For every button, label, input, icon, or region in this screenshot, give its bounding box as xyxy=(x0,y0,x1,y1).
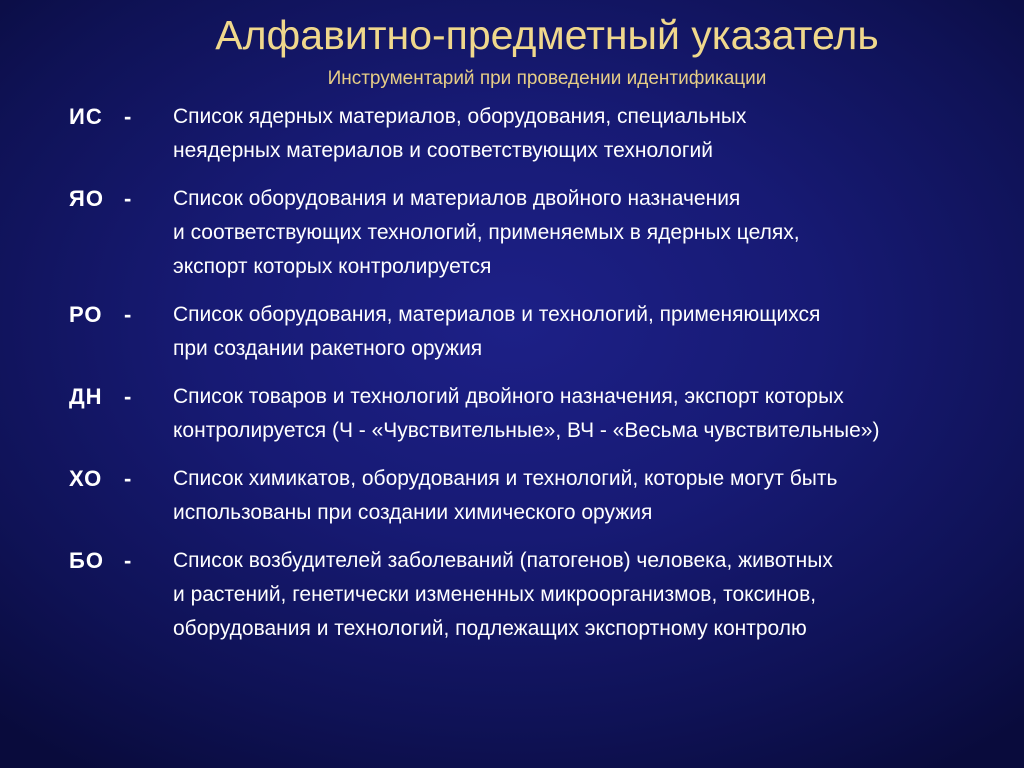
index-entry-ro xyxy=(0,298,1024,366)
entry-line: Список оборудования, материалов и технологий, применяющихся xyxy=(173,303,821,326)
index-list xyxy=(0,100,1024,660)
entry-line: Список товаров и технологий двойного назначения, экспорт которых xyxy=(173,385,844,408)
entry-description xyxy=(173,100,993,168)
entry-description xyxy=(173,380,993,448)
entry-dash: - xyxy=(124,186,132,211)
slide-subtitle: Инструментарий при проведении идентификации xyxy=(327,68,767,89)
entry-line: Список химикатов, оборудования и технологий, которые могут быть xyxy=(173,467,838,490)
entry-code: ХО xyxy=(69,466,103,491)
entry-line: контролируется (Ч - «Чувствительные», ВЧ - «Весьма чувствительные») xyxy=(173,419,880,442)
index-entry-kho xyxy=(0,462,1024,530)
entry-code: РО xyxy=(69,302,103,327)
entry-dash: - xyxy=(124,302,132,327)
entry-description xyxy=(173,544,993,646)
entry-line: Список возбудителей заболеваний (патогенов) человека, животных xyxy=(173,549,833,572)
entry-dash: - xyxy=(124,384,132,409)
entry-dash: - xyxy=(124,548,132,573)
entry-code: ДН xyxy=(69,384,103,409)
entry-code: ИС xyxy=(69,104,103,129)
entry-dash: - xyxy=(124,466,132,491)
entry-description xyxy=(173,298,993,366)
entry-code: ЯО xyxy=(69,186,104,211)
entry-line: при создании ракетного оружия xyxy=(173,337,483,360)
index-entry-dn xyxy=(0,380,1024,448)
entry-line: и соответствующих технологий, применяемых в ядерных целях, xyxy=(173,221,800,244)
index-entry-is xyxy=(0,100,1024,168)
entry-description xyxy=(173,182,993,284)
entry-dash: - xyxy=(124,104,132,129)
entry-code: БО xyxy=(69,548,104,573)
slide-title: Алфавитно-предметный указатель xyxy=(215,12,879,58)
index-entry-bo xyxy=(0,544,1024,646)
index-entry-yao xyxy=(0,182,1024,284)
entry-line: экспорт которых контролируется xyxy=(173,255,492,278)
entry-line: и растений, генетически измененных микроорганизмов, токсинов, xyxy=(173,583,817,606)
entry-line: использованы при создании химического оружия xyxy=(173,501,653,524)
entry-line: неядерных материалов и соответствующих технологий xyxy=(173,139,713,162)
entry-line: Список ядерных материалов, оборудования, специальных xyxy=(173,105,747,128)
entry-line: оборудования и технологий, подлежащих экспортному контролю xyxy=(173,617,807,640)
entry-description xyxy=(173,462,993,530)
entry-line: Список оборудования и материалов двойного назначения xyxy=(173,187,741,210)
